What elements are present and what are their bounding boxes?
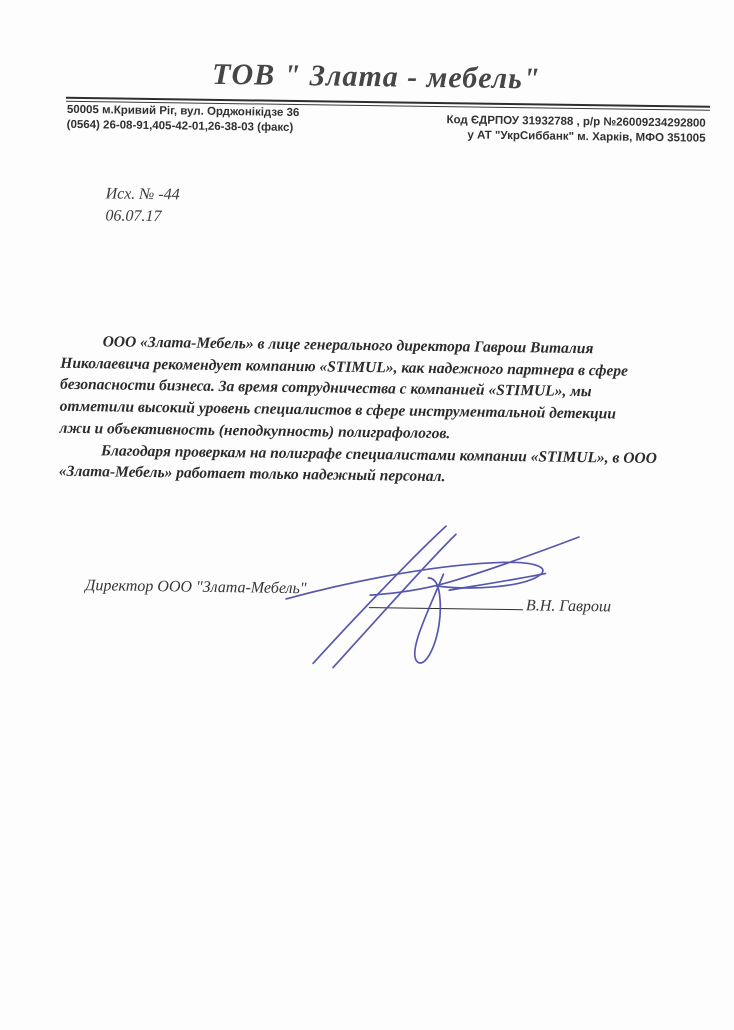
body-line: отметили высокий уровень специалистов в сфере инструментальной детекции	[59, 397, 617, 423]
body-line: лжи и объективность (неподкупность) полиграфологов.	[59, 419, 451, 443]
bank-details-block	[446, 113, 706, 146]
body-line: Николаевича рекомендует компанию «STIMUL», как надежного партнера в сфере	[60, 354, 629, 380]
outgoing-number: Исх. № -44	[105, 185, 180, 204]
handwritten-signature-ink	[275, 519, 589, 675]
letter-date: 06.07.17	[105, 207, 162, 226]
address-line: 50005 м.Кривий Ріг, вул. Орджонікідзе 36	[66, 103, 300, 120]
signature-position-label: Директор ООО "Злата-Мебель"	[85, 577, 307, 598]
bank-line: у АТ "УкрСиббанк" м. Харків, МФО 351005	[467, 128, 706, 145]
company-title: ТОВ " Злата - мебель"	[211, 57, 541, 96]
phone-line: (0564) 26-08-91,405-42-01,26-38-03 (факс)	[66, 118, 294, 134]
reference-block	[105, 183, 180, 228]
letter-body	[59, 331, 691, 492]
body-line: ООО «Злата-Мебель» в лице генерального директора Гаврош Виталия	[102, 333, 594, 358]
body-line: Благодаря проверкам на полиграфе специалистами компании «STIMUL», в ООО	[100, 441, 657, 467]
body-line: безопасности бизнеса. За время сотрудничества с компанией «STIMUL», мы	[59, 376, 592, 401]
address-block	[67, 103, 300, 135]
body-line: «Злата-Мебель» работает только надежный персонал.	[58, 462, 446, 486]
signature-name: В.Н. Гаврош	[525, 597, 612, 616]
bank-line: Код ЄДРПОУ 31932788 , р/р №26009234292800	[446, 114, 706, 130]
